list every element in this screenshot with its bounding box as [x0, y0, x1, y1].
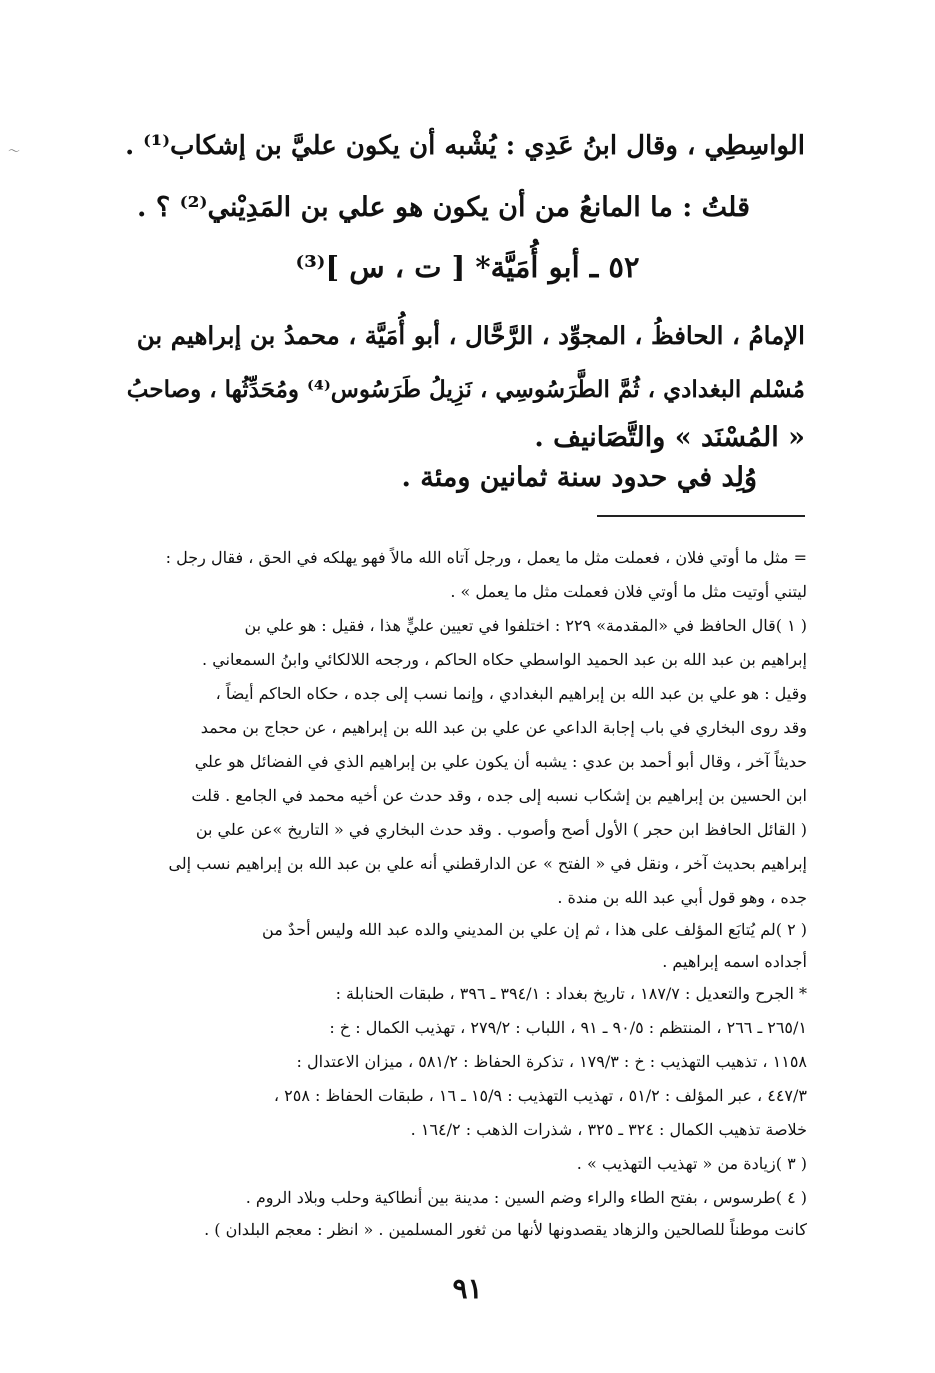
page-number: ٩١	[452, 1272, 483, 1305]
footnote-line: ٢٦٥/١ ـ ٢٦٦ ، المنتظم : ٩٠/٥ ـ ٩١ ، اللباب : ٢٧٩/٢ ، تهذيب الكمال : خ :	[329, 1018, 807, 1037]
footnote-line: ( ٣ )زيادة من « تهذيب التهذيب » .	[576, 1154, 807, 1173]
footnote-line: خلاصة تذهيب الكمال : ٣٢٤ ـ ٣٢٥ ، شذرات الذهب : ١٦٤/٢ .	[410, 1120, 807, 1139]
footnote-line: = مثل ما أوتي فلان ، فعملت مثل ما يعمل ، ورجل آتاه الله مالاً فهو يهلكه في الحق ، فقال رجل :	[165, 548, 807, 567]
footnote-line: أجداده اسمه إبراهيم .	[662, 952, 807, 971]
footnote-line: * الجرح والتعديل : ١٨٧/٧ ، تاريخ بغداد : ٣٩٤/١ ـ ٣٩٦ ، طبقات الحنابلة :	[335, 984, 807, 1003]
footnote-line: ( ١ )قال الحافظ في «المقدمة» ٢٢٩ : اختلفوا في تعيين عليٍّ هذا ، فقيل : هو علي بن	[244, 616, 807, 635]
footnote-line: ٤٤٧/٣ ، عبر المؤلف : ٥١/٢ ، تهذيب التهذيب : ١٥/٩ ـ ١٦ ، طبقات الحفاظ : ٢٥٨ ،	[273, 1086, 807, 1105]
body-para1-line-3: « المُسْنَد » والتَّصَانيف .	[534, 422, 805, 453]
footnote-line: كانت موطناً للصالحين والزهاد يقصدونها لأنها من ثغور المسلمين . « انظر : معجم البلدان ) .	[204, 1220, 807, 1239]
footnote-line: ( ٢ )لم يُتابَع المؤلف على هذا ، ثم إن علي بن المديني والده عبد الله وليس أحدٌ من	[262, 920, 807, 939]
footnote-line: جده ، وهو قول أبي عبد الله بن مندة .	[557, 888, 807, 907]
body-para1-line-1: الإمامُ ، الحافظُ ، المجوِّد ، الرَّحَّال ، أبو أُمَيَّة ، محمدُ بن إبراهيم بن	[136, 321, 805, 350]
body-para2: وُلِد في حدود سنة ثمانين ومئة .	[401, 462, 757, 493]
footnote-line: وقيل : هو علي بن عبد الله بن إبراهيم البغدادي ، وإنما نسب إلى جده ، حكاه الحاكم أيضاً ،	[215, 684, 807, 703]
body-para1-line-2: مُسْلم البغدادي ، ثُمَّ الطَّرَسُوسِي ، نَزِيلُ طَرَسُوس⁽⁴⁾ ومُحَدِّثُها ، وصاحبُ	[126, 376, 805, 403]
footnote-line: وقد روى البخاري في باب إجابة الداعي عن علي بن عبد الله بن إبراهيم ، عن حجاج بن محمد	[200, 718, 807, 737]
footnote-line: ابن الحسين بن إبراهيم بن إشكاب نسبه إلى جده ، وقد حدث عن أخيه محمد في الجامع . قلت	[191, 786, 807, 805]
footnote-line: إبراهيم بحديث آخر ، ونقل في « الفتح » عن الدارقطني أنه علي بن عبد الله بن إبراهيم نسب إلى	[168, 854, 807, 873]
footnote-line: إبراهيم بن عبد الله بن عبد الحميد الواسطي حكاه الحاكم ، ورجحه اللالكائي وابنُ السمعاني .	[202, 650, 807, 669]
footnote-line: حديثاً آخر ، وقال أبو أحمد بن عدي : يشبه أن يكون علي بن إبراهيم الذي في الفضائل هو علي	[194, 752, 807, 771]
footnote-separator	[597, 515, 805, 517]
body-line-2: قلتُ : ما المانعُ من أن يكون هو علي بن المَدِيْني⁽²⁾ ؟ .	[137, 192, 750, 223]
footnote-line: ١١٥٨ ، تذهيب التهذيب : خ : ١٧٩/٣ ، تذكرة الحفاظ : ٥٨١/٢ ، ميزان الاعتدال :	[296, 1052, 807, 1071]
body-line-1: الواسِطِي ، وقال ابنُ عَدِي : يُشْبه أن يكون عليَّ بن إشكاب⁽¹⁾ .	[125, 131, 805, 161]
footnote-line: ليتني أوتيت مثل ما أوتي فلان فعملت مثل ما يعمل » .	[450, 582, 807, 601]
margin-mark: ～	[8, 144, 21, 158]
entry-heading: ٥٢ ـ أبو أُمَيَّة* [ ت ، س ]⁽³⁾	[295, 250, 640, 284]
footnote-line: ( القائل الحافظ ابن حجر ) الأول أصح وأصوب . وقد حدث البخاري في « التاريخ »عن علي بن	[195, 820, 807, 839]
footnote-line: ( ٤ )طرسوس ، بفتح الطاء والراء وضم السين : مدينة بين أنطاكية وحلب وبلاد الروم .	[245, 1188, 807, 1207]
